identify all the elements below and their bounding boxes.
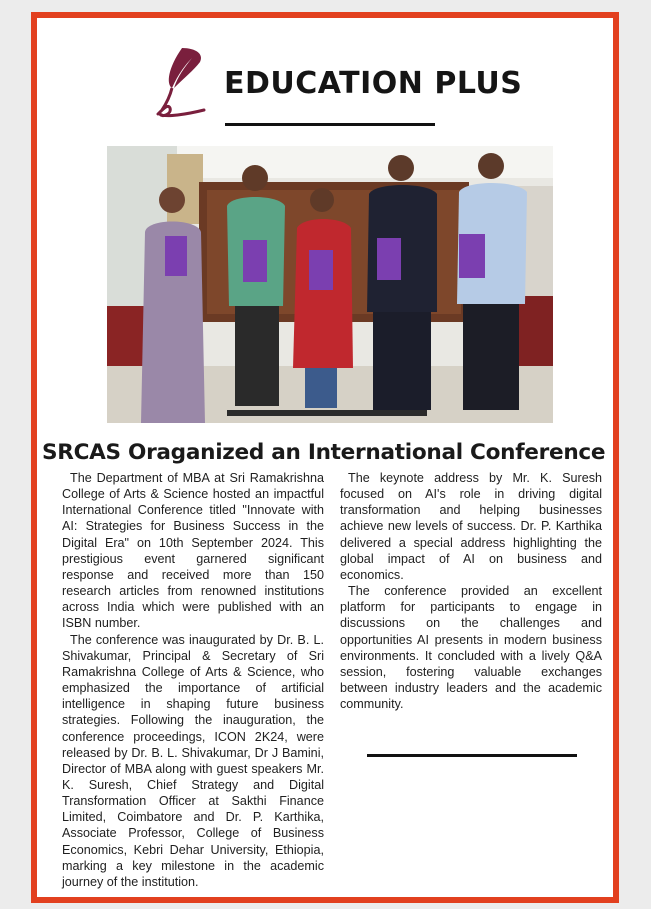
brand-divider — [225, 123, 435, 126]
article-column-left — [62, 470, 324, 890]
article-paragraph: The keynote address by Mr. K. Suresh focused on AI's role in driving digital transformation and helping businesses achieve new levels of success. Dr. P. Karthika delivered a special address highlighting the global impact of AI on business and economics. — [340, 471, 602, 582]
brand-name: EDUCATION PLUS — [224, 66, 523, 101]
article-paragraph: The Department of MBA at Sri Ramakrishna College of Arts & Science hosted an impactful International Conference titled "Innovate with AI: Strategies for Business Success in the Digital Era" on 10th September 2024. This prestigious event garnered significant response and received more than 150 research articles from renowned institutions across India which were published with an ISBN number. — [62, 471, 324, 631]
article-headline: SRCAS Oraganized an International Conference — [42, 440, 606, 465]
article-column-right — [340, 470, 602, 712]
article-end-divider — [367, 754, 577, 757]
event-photo — [107, 146, 553, 423]
quill-pen-icon — [152, 44, 210, 126]
article-paragraph: The conference was inaugurated by Dr. B. L. Shivakumar, Principal & Secretary of Sri Ramakrishna College of Arts & Science, who emphasized the importance of artificial intelligence in shaping future business strategies. Following the inauguration, the conference proceedings, ICON 2K24, were released by Dr. B. L. Shivakumar, Dr J Bamini, Director of MBA along with guest speakers Mr. K. Suresh, Chief Strategy and Digital Transformation Officer at Sakthi Finance Limited, Coimbatore and Dr. P. Karthika, Associate Professor, College of Business Economics, Kebri Dehar University, Ethiopia, marking a key milestone in the academic journey of the institution. — [62, 632, 324, 889]
article-paragraph: The conference provided an excellent platform for participants to engage in discussions on the challenges and opportunities AI presents in modern business environments. It concluded with a lively Q&A session, fostering valuable exchanges between industry leaders and the academic community. — [340, 584, 602, 712]
